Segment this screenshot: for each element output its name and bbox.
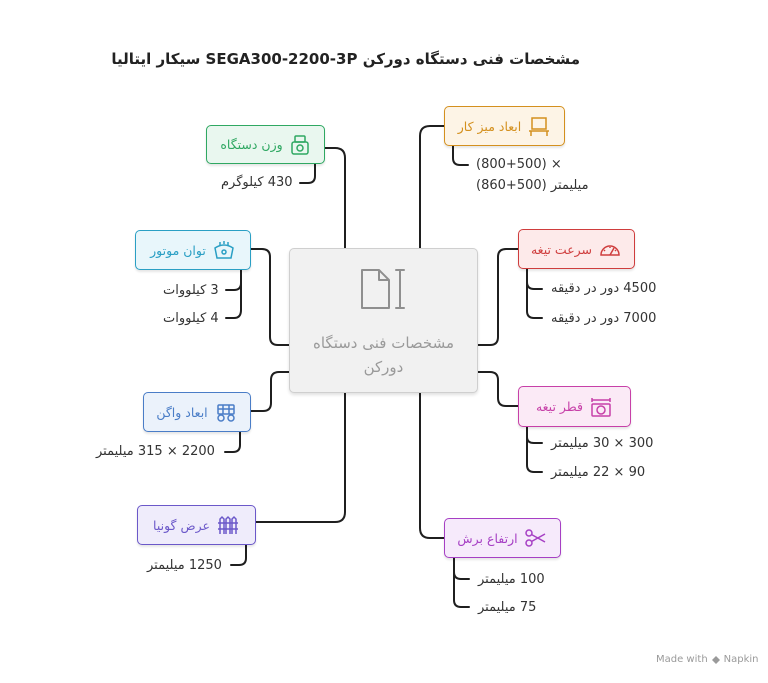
weight-item-1: 430 کیلوگرم <box>221 175 293 190</box>
motor-icon <box>212 238 236 262</box>
wagon-item-1: 2200 × 315 میلیمتر <box>96 444 215 459</box>
node-gonia <box>137 505 256 545</box>
node-gonia-label: عرض گونیا <box>153 517 210 533</box>
center-node <box>289 248 478 393</box>
node-wagon <box>143 392 251 432</box>
center-node-label: مشخصات فنی دستگاه دورکن <box>312 334 455 376</box>
speedometer-icon <box>598 238 622 260</box>
document-icon <box>358 263 410 313</box>
diameter-item-2: 90 × 22 میلیمتر <box>551 465 646 480</box>
diameter-item-1: 300 × 30 میلیمتر <box>551 436 654 451</box>
speed-item-1: 4500 دور در دقیقه <box>551 281 657 296</box>
napkin-logo-icon <box>711 655 721 665</box>
wagon-icon <box>214 401 238 423</box>
node-height-label: ارتفاع برش <box>457 530 518 546</box>
table-item-2: میلیمتر (500+860) <box>476 178 589 193</box>
node-motor-label: توان موتور <box>150 242 206 258</box>
fence-icon <box>216 514 240 536</box>
napkin-brand-label: Napkin <box>723 654 759 665</box>
scissors-icon <box>524 527 548 549</box>
node-wagon-label: ابعاد واگن <box>156 404 208 420</box>
node-weight-label: وزن دستگاه <box>220 137 283 152</box>
scale-weight-icon <box>289 134 311 156</box>
table-icon <box>527 115 551 137</box>
height-item-1: 100 میلیمتر <box>478 572 545 587</box>
node-height <box>444 518 561 558</box>
motor-item-2: 4 کیلووات <box>163 311 219 326</box>
node-motor <box>135 230 251 270</box>
node-diameter-label: قطر تیغه <box>535 399 584 414</box>
motor-item-1: 3 کیلووات <box>163 283 219 298</box>
node-table-label: ابعاد میز کار <box>457 118 522 134</box>
height-item-2: 75 میلیمتر <box>478 600 537 615</box>
table-item-1: × (800+500) <box>476 157 562 172</box>
node-weight <box>206 125 325 164</box>
node-speed-label: سرعت تیغه <box>530 241 593 257</box>
node-table <box>444 106 565 146</box>
gonia-item-1: 1250 میلیمتر <box>147 558 222 573</box>
node-speed <box>518 229 635 269</box>
blade-diameter-icon <box>589 396 613 418</box>
napkin-badge <box>656 654 759 665</box>
node-diameter <box>518 386 631 427</box>
speed-item-2: 7000 دور در دقیقه <box>551 311 657 326</box>
diagram-title: مشخصات فنی دستگاه دورکن SEGA300-2200-3P سیکار ایتالیا <box>111 50 580 68</box>
made-with-label: Made with <box>656 654 708 665</box>
